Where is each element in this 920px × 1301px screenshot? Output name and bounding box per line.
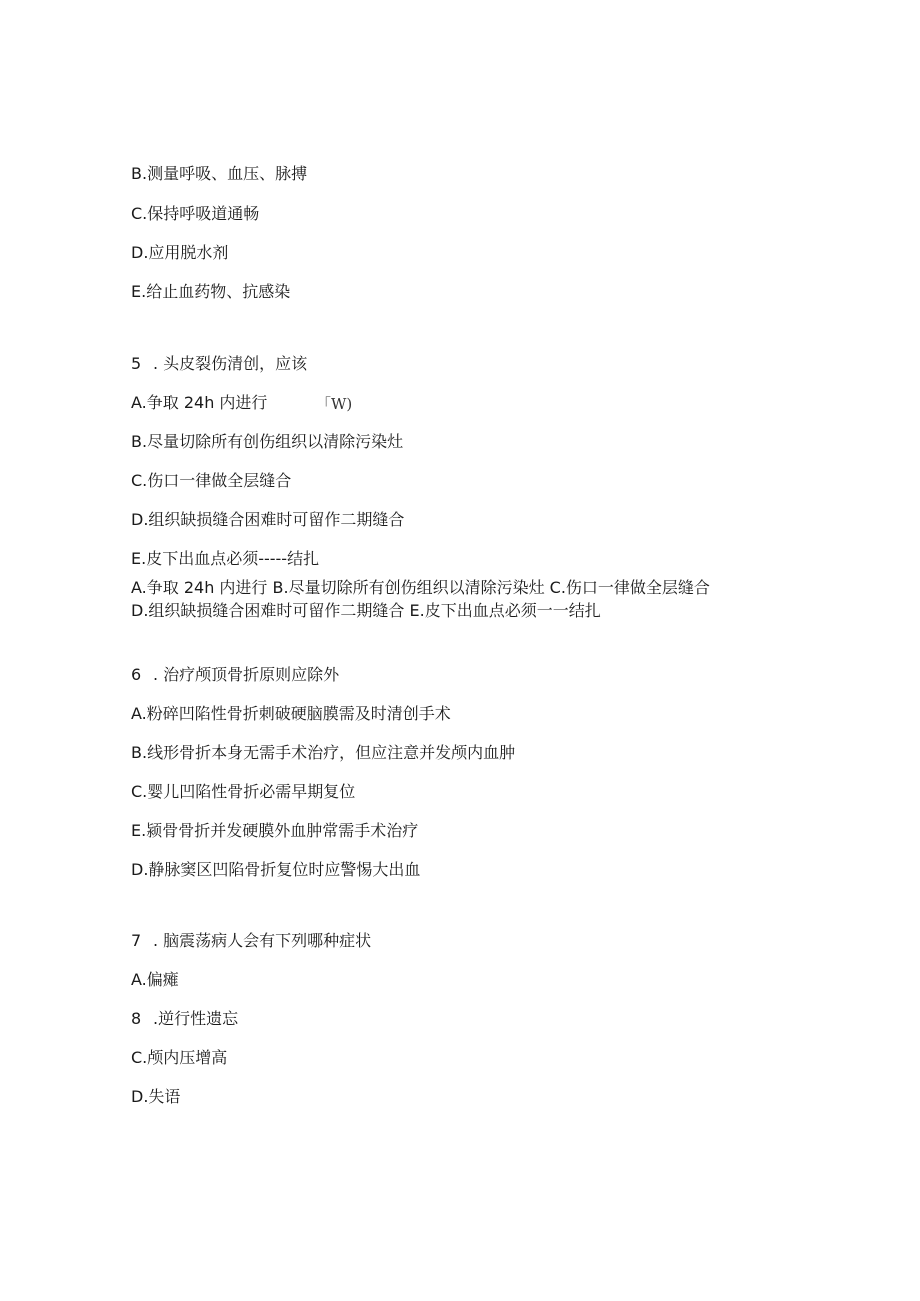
q5-option-b: B.尽量切除所有创伤组织以清除污染灶	[131, 432, 404, 451]
q5-stem-text: . 头皮裂伤清创，应该	[153, 354, 308, 373]
q6-option-e: E.颍骨骨折并发硬膜外血肿常需手术治疗	[131, 821, 419, 840]
q6-option-c: C.婴儿凹陷性骨折必需早期复位	[131, 782, 356, 801]
q5-option-d: D.组织缺损缝合困难时可留作二期缝合	[131, 510, 405, 529]
q5-option-a: A.争取 24h 内进行	[131, 393, 268, 412]
q5-summary-line-1: A.争取 24h 内进行 B.尽量切除所有创伤组织以清除污染灶 C.伤口一律做全层缝合	[131, 578, 710, 597]
q5-option-c: C.伤口一律做全层缝合	[131, 471, 292, 490]
q4-option-e: E.给止血药物、抗感染	[131, 282, 291, 301]
q6-option-d: D.静脉窦区凹陷骨折复位时应警惕大出血	[131, 860, 421, 879]
q7-stem-text: . 脑震荡病人会有下列哪种症状	[153, 931, 372, 950]
q8-stem-text: .逆行性遗忘	[153, 1009, 239, 1028]
q4-option-d: D.应用脱水剂	[131, 243, 229, 262]
q7-stem	[131, 931, 371, 951]
q4-option-c: C.保持呼吸道通畅	[131, 204, 260, 223]
q8-stem	[131, 1009, 238, 1029]
q6-option-a: A.粉碎凹陷性骨折刺破硬脑膜需及时清创手术	[131, 704, 451, 723]
q5-scan-mark: 「W)	[316, 395, 353, 413]
q6-stem	[131, 665, 339, 685]
q6-number: 6	[131, 665, 142, 684]
q5-summary-line-2: D.组织缺损缝合困难时可留作二期缝合 E.皮下出血点必须一一结扎	[131, 601, 601, 620]
q7-option-a: A.偏瘫	[131, 970, 179, 989]
q7-number: 7	[131, 931, 142, 950]
q4-option-b: B.测量呼吸、血压、脉搏	[131, 164, 308, 183]
q5-stem	[131, 354, 307, 374]
q8-number: 8	[131, 1009, 142, 1028]
q8-option-c: C.颅内压增高	[131, 1048, 228, 1067]
q6-stem-text: . 治疗颅顶骨折原则应除外	[153, 665, 340, 684]
q8-option-d: D.失语	[131, 1087, 181, 1106]
q6-option-b: B.线形骨折本身无需手术治疗，但应注意并发颅内血肿	[131, 743, 516, 762]
q5-option-e: E.皮下出血点必须-----结扎	[131, 549, 320, 568]
q5-number: 5	[131, 354, 142, 373]
